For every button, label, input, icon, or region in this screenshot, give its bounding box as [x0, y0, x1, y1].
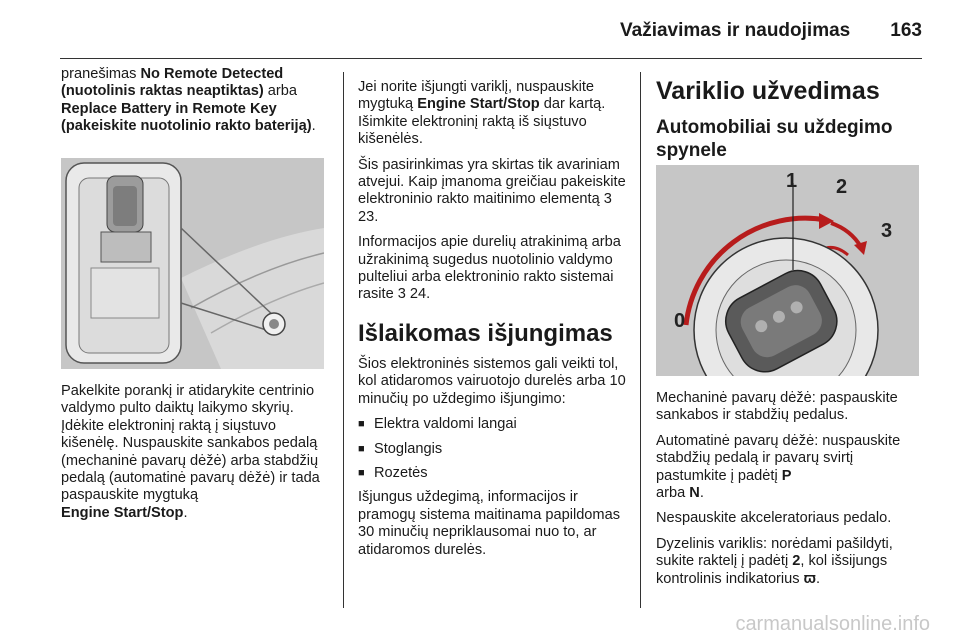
position-label-2: 2: [836, 176, 848, 198]
paragraph-accelerator: Nespauskite akceleratoriaus pedalo.: [656, 510, 892, 527]
message-replace-battery: Replace Battery in Remote Key (pakeiskite nuotolinio rakto bateriją): [61, 100, 312, 135]
glow-plug-icon: ϖ: [803, 570, 816, 587]
button-name-engine-start-stop: Engine Start/Stop: [417, 96, 540, 113]
paragraph-door-info: [358, 234, 626, 304]
text: .: [183, 504, 188, 521]
page-reference[interactable]: 3 24.: [397, 286, 431, 303]
gear-p: P: [781, 467, 792, 484]
text: .: [311, 118, 316, 135]
bullet-list: [358, 416, 626, 482]
paragraph-infotainment: Išjungus uždegimą, informacijos ir pramogų sistema maitinama papildomas 30 minučių nepriklausomai nuo to, ar atidaromos durelės.: [358, 489, 620, 558]
text: Šis pasirinkimas yra skirtas tik avariniam atvejui. Kaip įmanoma greičiau pakeiskite elektroninio rakto maitinimo elementą: [358, 156, 626, 208]
text: arba: [263, 83, 297, 100]
position-2: 2: [792, 553, 801, 570]
page-reference[interactable]: 3 23.: [358, 191, 612, 225]
text: Pakelkite porankį ir atidarykite centrinio valdymo pulto daiktų laikymo skyrių. Įdėkite elektroninį raktą į siųstuvo kišenėlę. Nuspauskite sankabos pedalą (mechaninė pavarų dėžė) arba stabdžių pedalą (automatinė pavarų dėžė) ir tada paspauskite mygtuką: [61, 383, 320, 504]
text: dar kartą. Išimkite elektroninį raktą iš siųstuvo kišenėlės.: [358, 96, 606, 148]
paragraph-notice: [61, 66, 329, 136]
text: Automatinė pavarų dėžė: nuspauskite stabdžių pedalą ir pavarų svirtį pastumkite į padėtį: [656, 432, 901, 484]
figure-key-pocket: [61, 158, 324, 369]
column-middle: [358, 79, 626, 567]
position-label-3: 3: [881, 220, 893, 242]
header-rule: [60, 58, 922, 59]
ignition-switch-illustration: [656, 165, 919, 376]
message-no-remote: No Remote Detected (nuotolinis raktas neaptiktas): [61, 66, 284, 100]
paragraph-manual-gearbox: Mechaninė pavarų dėžė: paspauskite sankabos ir stabdžių pedalus.: [656, 390, 898, 424]
list-item: ■ Elektra valdomi langai: [358, 416, 626, 433]
paragraph-emergency: [358, 157, 626, 227]
gear-n: N: [689, 485, 700, 502]
key-pocket-illustration: [61, 158, 324, 369]
paragraph-instructions: [61, 383, 329, 522]
button-name-engine-start-stop: Engine Start/Stop: [61, 504, 184, 521]
column-divider-2: [640, 72, 641, 608]
paragraph-retained-power: Šios elektroninės sistemos gali veikti tol, kol atidaromos vairuotojo durelės arba 10 minučių po uždegimo išjungimo:: [358, 355, 626, 407]
position-label-0: 0: [674, 310, 686, 332]
page-number: 163: [890, 20, 922, 41]
paragraph-automatic-gearbox: [656, 433, 926, 503]
text: Informacijos apie durelių atrakinimą arba užrakinimą sugedus nuotolinio valdymo pulteliui arba elektroninio rakto sistemai rasite: [358, 234, 621, 303]
text: Dyzelinis variklis: norėdami pašildyti, sukite raktelį į padėtį: [656, 535, 893, 570]
text: pranešimas: [61, 66, 141, 82]
section-heading-retained-power: Išlaikomas išjungimas: [358, 319, 613, 347]
section-heading-engine-start: Variklio užvedimas: [656, 77, 880, 105]
column-right: [656, 76, 926, 162]
figure-ignition-switch: [656, 165, 919, 376]
watermark: carmanualsonline.info: [735, 613, 930, 635]
page-header-title: Važiavimas ir naudojimas: [620, 20, 851, 41]
text: .: [699, 485, 704, 502]
column-right-lower: [656, 390, 926, 596]
subheading-ignition-lock: Automobiliai su uždegimo spynele: [656, 117, 893, 161]
position-label-1: 1: [786, 170, 798, 192]
paragraph-diesel: [656, 536, 926, 588]
column-left-lower: [61, 383, 329, 530]
text: .: [815, 570, 821, 587]
text: Jei norite išjungti variklį, nuspauskite mygtuką: [358, 79, 595, 113]
text: arba: [656, 485, 690, 502]
column-divider-1: [343, 72, 344, 608]
list-item: ■ Stoglangis: [358, 441, 626, 458]
text: , kol išsijungs kontrolinis indikatorius: [656, 553, 888, 587]
paragraph-stop-engine: [358, 79, 626, 149]
column-left: [61, 66, 329, 144]
list-item: ■ Rozetės: [358, 465, 626, 482]
